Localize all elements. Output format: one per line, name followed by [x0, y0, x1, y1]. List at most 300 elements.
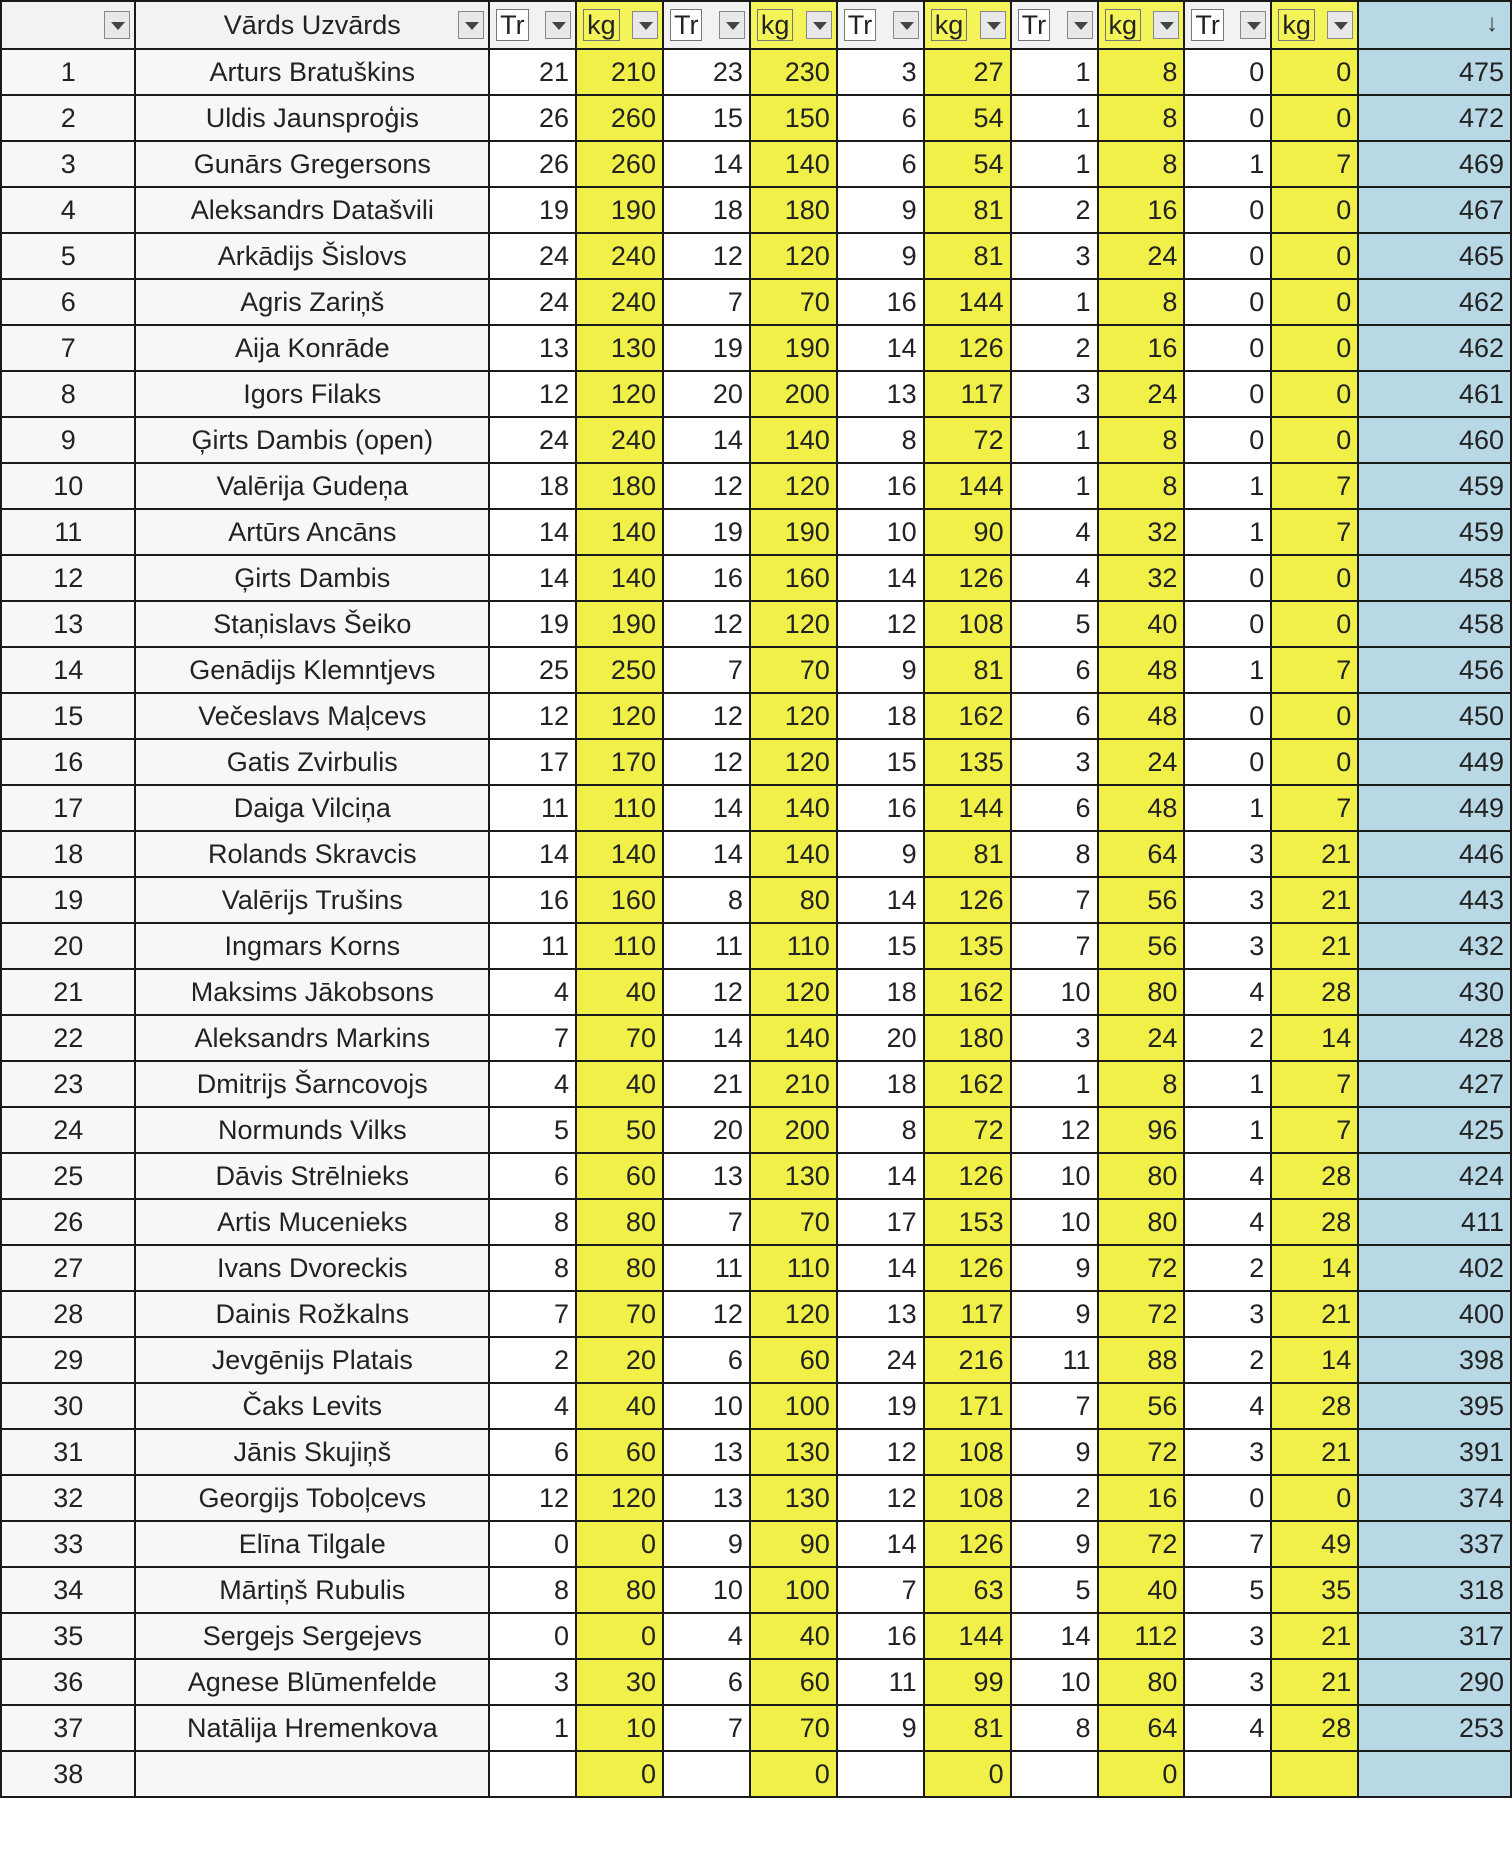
column-header[interactable]: kg [1271, 1, 1358, 49]
kg-value-cell[interactable]: 0 [576, 1751, 663, 1797]
kg-value-cell[interactable]: 0 [1271, 371, 1358, 417]
kg-value-cell[interactable]: 120 [750, 739, 837, 785]
tr-value-cell[interactable]: 1 [1184, 1107, 1271, 1153]
tr-value-cell[interactable]: 6 [837, 141, 924, 187]
kg-value-cell[interactable]: 130 [750, 1429, 837, 1475]
kg-value-cell[interactable]: 28 [1271, 969, 1358, 1015]
kg-value-cell[interactable]: 120 [576, 693, 663, 739]
name-cell[interactable]: Arkādijs Šislovs [135, 233, 489, 279]
total-cell[interactable]: 253 [1358, 1705, 1511, 1751]
name-cell[interactable]: Dāvis Strēlnieks [135, 1153, 489, 1199]
row-number-cell[interactable]: 8 [1, 371, 135, 417]
kg-value-cell[interactable]: 70 [750, 647, 837, 693]
tr-value-cell[interactable]: 23 [663, 49, 750, 95]
kg-value-cell[interactable]: 40 [576, 1061, 663, 1107]
total-cell[interactable]: 449 [1358, 785, 1511, 831]
name-cell[interactable]: Artis Mucenieks [135, 1199, 489, 1245]
tr-value-cell[interactable]: 0 [1184, 233, 1271, 279]
tr-value-cell[interactable]: 12 [663, 601, 750, 647]
kg-value-cell[interactable]: 8 [1098, 463, 1185, 509]
kg-value-cell[interactable]: 28 [1271, 1705, 1358, 1751]
kg-value-cell[interactable]: 240 [576, 233, 663, 279]
kg-value-cell[interactable]: 80 [576, 1199, 663, 1245]
tr-value-cell[interactable]: 4 [663, 1613, 750, 1659]
tr-value-cell[interactable]: 10 [1011, 1199, 1098, 1245]
row-number-cell[interactable]: 31 [1, 1429, 135, 1475]
name-cell[interactable]: Dmitrijs Šarncovojs [135, 1061, 489, 1107]
kg-value-cell[interactable]: 28 [1271, 1199, 1358, 1245]
tr-value-cell[interactable]: 11 [489, 785, 576, 831]
tr-value-cell[interactable]: 7 [1011, 1383, 1098, 1429]
kg-value-cell[interactable]: 210 [750, 1061, 837, 1107]
kg-value-cell[interactable]: 144 [924, 463, 1011, 509]
column-header[interactable]: Tr [489, 1, 576, 49]
kg-value-cell[interactable]: 120 [750, 601, 837, 647]
name-cell[interactable]: Maksims Jākobsons [135, 969, 489, 1015]
tr-value-cell[interactable]: 6 [489, 1429, 576, 1475]
kg-value-cell[interactable]: 90 [924, 509, 1011, 555]
tr-value-cell[interactable]: 20 [837, 1015, 924, 1061]
tr-value-cell[interactable]: 8 [489, 1567, 576, 1613]
kg-value-cell[interactable]: 200 [750, 1107, 837, 1153]
kg-value-cell[interactable]: 40 [576, 1383, 663, 1429]
tr-value-cell[interactable]: 10 [1011, 1659, 1098, 1705]
total-cell[interactable]: 374 [1358, 1475, 1511, 1521]
tr-value-cell[interactable]: 19 [663, 509, 750, 555]
tr-value-cell[interactable]: 14 [837, 877, 924, 923]
kg-value-cell[interactable]: 140 [576, 555, 663, 601]
tr-value-cell[interactable]: 14 [663, 831, 750, 877]
kg-value-cell[interactable]: 81 [924, 647, 1011, 693]
kg-value-cell[interactable]: 110 [576, 785, 663, 831]
filter-dropdown-icon[interactable] [806, 11, 832, 39]
tr-value-cell[interactable]: 3 [1011, 233, 1098, 279]
total-cell[interactable]: 398 [1358, 1337, 1511, 1383]
name-cell[interactable]: Normunds Vilks [135, 1107, 489, 1153]
filter-dropdown-icon[interactable] [545, 11, 571, 39]
kg-value-cell[interactable]: 108 [924, 1429, 1011, 1475]
tr-value-cell[interactable]: 18 [837, 693, 924, 739]
tr-value-cell[interactable]: 5 [1184, 1567, 1271, 1613]
kg-value-cell[interactable]: 126 [924, 877, 1011, 923]
column-header[interactable]: kg [924, 1, 1011, 49]
name-cell[interactable]: Valērija Gudeņa [135, 463, 489, 509]
kg-value-cell[interactable]: 70 [576, 1015, 663, 1061]
tr-value-cell[interactable]: 15 [663, 95, 750, 141]
filter-dropdown-icon[interactable] [632, 11, 658, 39]
tr-value-cell[interactable]: 8 [837, 1107, 924, 1153]
tr-value-cell[interactable]: 13 [663, 1153, 750, 1199]
tr-value-cell[interactable]: 3 [1011, 1015, 1098, 1061]
row-number-cell[interactable]: 20 [1, 923, 135, 969]
tr-value-cell[interactable]: 1 [1184, 141, 1271, 187]
total-cell[interactable]: 290 [1358, 1659, 1511, 1705]
kg-value-cell[interactable]: 240 [576, 279, 663, 325]
tr-value-cell[interactable]: 9 [1011, 1245, 1098, 1291]
column-header[interactable]: kg [1098, 1, 1185, 49]
kg-value-cell[interactable]: 80 [1098, 1153, 1185, 1199]
total-cell[interactable]: 459 [1358, 463, 1511, 509]
kg-value-cell[interactable]: 54 [924, 141, 1011, 187]
tr-value-cell[interactable]: 1 [1011, 417, 1098, 463]
total-cell[interactable]: 425 [1358, 1107, 1511, 1153]
tr-value-cell[interactable]: 6 [1011, 647, 1098, 693]
name-cell[interactable]: Večeslavs Maļcevs [135, 693, 489, 739]
kg-value-cell[interactable]: 16 [1098, 187, 1185, 233]
total-cell[interactable]: 458 [1358, 555, 1511, 601]
tr-value-cell[interactable]: 9 [1011, 1291, 1098, 1337]
kg-value-cell[interactable]: 8 [1098, 1061, 1185, 1107]
kg-value-cell[interactable]: 140 [576, 831, 663, 877]
kg-value-cell[interactable]: 0 [1271, 601, 1358, 647]
filter-dropdown-icon[interactable] [893, 11, 919, 39]
column-header[interactable]: Tr [1184, 1, 1271, 49]
kg-value-cell[interactable]: 72 [924, 417, 1011, 463]
kg-value-cell[interactable]: 140 [750, 831, 837, 877]
kg-value-cell[interactable]: 70 [750, 1199, 837, 1245]
kg-value-cell[interactable]: 40 [576, 969, 663, 1015]
tr-value-cell[interactable]: 11 [489, 923, 576, 969]
kg-value-cell[interactable]: 72 [924, 1107, 1011, 1153]
tr-value-cell[interactable]: 12 [489, 1475, 576, 1521]
total-cell[interactable]: 430 [1358, 969, 1511, 1015]
total-cell[interactable]: 411 [1358, 1199, 1511, 1245]
row-number-cell[interactable]: 25 [1, 1153, 135, 1199]
kg-value-cell[interactable]: 210 [576, 49, 663, 95]
tr-value-cell[interactable]: 14 [663, 417, 750, 463]
tr-value-cell[interactable]: 24 [489, 279, 576, 325]
tr-value-cell[interactable]: 14 [663, 785, 750, 831]
tr-value-cell[interactable]: 14 [663, 141, 750, 187]
tr-value-cell[interactable]: 1 [1011, 49, 1098, 95]
tr-value-cell[interactable]: 11 [1011, 1337, 1098, 1383]
total-cell[interactable]: 461 [1358, 371, 1511, 417]
tr-value-cell[interactable]: 16 [489, 877, 576, 923]
tr-value-cell[interactable]: 0 [1184, 555, 1271, 601]
tr-value-cell[interactable]: 1 [1011, 141, 1098, 187]
total-column-header[interactable] [1358, 1, 1511, 49]
total-cell[interactable]: 318 [1358, 1567, 1511, 1613]
kg-value-cell[interactable]: 150 [750, 95, 837, 141]
kg-value-cell[interactable]: 200 [750, 371, 837, 417]
kg-value-cell[interactable]: 130 [750, 1153, 837, 1199]
kg-value-cell[interactable]: 96 [1098, 1107, 1185, 1153]
kg-value-cell[interactable]: 16 [1098, 325, 1185, 371]
tr-value-cell[interactable]: 8 [489, 1199, 576, 1245]
kg-value-cell[interactable]: 72 [1098, 1521, 1185, 1567]
kg-value-cell[interactable]: 40 [1098, 601, 1185, 647]
total-cell[interactable]: 456 [1358, 647, 1511, 693]
kg-value-cell[interactable]: 8 [1098, 95, 1185, 141]
kg-value-cell[interactable]: 140 [750, 1015, 837, 1061]
total-cell[interactable]: 400 [1358, 1291, 1511, 1337]
kg-value-cell[interactable]: 80 [1098, 969, 1185, 1015]
tr-value-cell[interactable]: 1 [1184, 647, 1271, 693]
total-cell[interactable]: 458 [1358, 601, 1511, 647]
name-cell[interactable] [135, 1751, 489, 1797]
tr-value-cell[interactable]: 7 [1011, 877, 1098, 923]
tr-value-cell[interactable]: 12 [663, 739, 750, 785]
tr-value-cell[interactable]: 7 [663, 1705, 750, 1751]
kg-value-cell[interactable]: 14 [1271, 1245, 1358, 1291]
column-header[interactable]: kg [576, 1, 663, 49]
tr-value-cell[interactable]: 19 [489, 601, 576, 647]
tr-value-cell[interactable]: 14 [837, 555, 924, 601]
tr-value-cell[interactable]: 2 [1011, 187, 1098, 233]
tr-value-cell[interactable]: 19 [837, 1383, 924, 1429]
kg-value-cell[interactable]: 160 [750, 555, 837, 601]
tr-value-cell[interactable]: 3 [1184, 831, 1271, 877]
total-cell[interactable]: 317 [1358, 1613, 1511, 1659]
kg-value-cell[interactable]: 144 [924, 279, 1011, 325]
kg-value-cell[interactable]: 21 [1271, 877, 1358, 923]
column-header[interactable]: Tr [1011, 1, 1098, 49]
tr-value-cell[interactable]: 1 [1011, 279, 1098, 325]
kg-value-cell[interactable]: 110 [576, 923, 663, 969]
row-number-cell[interactable]: 5 [1, 233, 135, 279]
tr-value-cell[interactable] [1011, 1751, 1098, 1797]
kg-value-cell[interactable]: 230 [750, 49, 837, 95]
tr-value-cell[interactable] [1184, 1751, 1271, 1797]
tr-value-cell[interactable]: 9 [1011, 1429, 1098, 1475]
name-cell[interactable]: Arturs Bratuškins [135, 49, 489, 95]
name-cell[interactable]: Genādijs Klemntjevs [135, 647, 489, 693]
tr-value-cell[interactable]: 12 [663, 693, 750, 739]
tr-value-cell[interactable]: 15 [837, 923, 924, 969]
kg-value-cell[interactable]: 40 [1098, 1567, 1185, 1613]
tr-value-cell[interactable]: 14 [489, 509, 576, 555]
tr-value-cell[interactable]: 1 [489, 1705, 576, 1751]
kg-value-cell[interactable]: 16 [1098, 1475, 1185, 1521]
kg-value-cell[interactable]: 21 [1271, 1291, 1358, 1337]
total-cell[interactable]: 462 [1358, 325, 1511, 371]
tr-value-cell[interactable]: 7 [489, 1291, 576, 1337]
kg-value-cell[interactable]: 108 [924, 601, 1011, 647]
row-number-cell[interactable]: 28 [1, 1291, 135, 1337]
tr-value-cell[interactable]: 14 [837, 1153, 924, 1199]
tr-value-cell[interactable]: 0 [1184, 279, 1271, 325]
kg-value-cell[interactable]: 32 [1098, 509, 1185, 555]
tr-value-cell[interactable]: 12 [489, 371, 576, 417]
tr-value-cell[interactable]: 4 [1184, 1199, 1271, 1245]
tr-value-cell[interactable]: 4 [489, 1383, 576, 1429]
row-number-cell[interactable]: 10 [1, 463, 135, 509]
row-number-cell[interactable]: 26 [1, 1199, 135, 1245]
kg-value-cell[interactable]: 153 [924, 1199, 1011, 1245]
total-cell[interactable] [1358, 1751, 1511, 1797]
tr-value-cell[interactable]: 5 [1011, 601, 1098, 647]
tr-value-cell[interactable]: 14 [837, 1521, 924, 1567]
tr-value-cell[interactable]: 18 [837, 1061, 924, 1107]
total-cell[interactable]: 428 [1358, 1015, 1511, 1061]
tr-value-cell[interactable]: 13 [663, 1429, 750, 1475]
kg-value-cell[interactable]: 81 [924, 1705, 1011, 1751]
kg-value-cell[interactable]: 0 [1271, 555, 1358, 601]
tr-value-cell[interactable]: 0 [1184, 417, 1271, 463]
tr-value-cell[interactable]: 0 [489, 1521, 576, 1567]
tr-value-cell[interactable]: 16 [837, 463, 924, 509]
tr-value-cell[interactable]: 1 [1011, 1061, 1098, 1107]
tr-value-cell[interactable]: 10 [837, 509, 924, 555]
tr-value-cell[interactable]: 14 [837, 1245, 924, 1291]
row-number-cell[interactable]: 19 [1, 877, 135, 923]
kg-value-cell[interactable]: 160 [576, 877, 663, 923]
kg-value-cell[interactable]: 126 [924, 555, 1011, 601]
filter-dropdown-icon[interactable] [1327, 11, 1353, 39]
total-cell[interactable]: 469 [1358, 141, 1511, 187]
kg-value-cell[interactable]: 21 [1271, 1659, 1358, 1705]
kg-value-cell[interactable]: 162 [924, 1061, 1011, 1107]
kg-value-cell[interactable]: 48 [1098, 647, 1185, 693]
tr-value-cell[interactable]: 9 [837, 647, 924, 693]
kg-value-cell[interactable]: 8 [1098, 141, 1185, 187]
tr-value-cell[interactable]: 1 [1184, 785, 1271, 831]
tr-value-cell[interactable]: 4 [1184, 1153, 1271, 1199]
tr-value-cell[interactable]: 12 [663, 1291, 750, 1337]
kg-value-cell[interactable]: 0 [1271, 279, 1358, 325]
kg-value-cell[interactable]: 7 [1271, 1107, 1358, 1153]
name-cell[interactable]: Jevgēnijs Platais [135, 1337, 489, 1383]
kg-value-cell[interactable]: 162 [924, 969, 1011, 1015]
name-column-header[interactable]: Vārds Uzvārds [135, 1, 489, 49]
name-cell[interactable]: Artūrs Ancāns [135, 509, 489, 555]
tr-value-cell[interactable]: 17 [837, 1199, 924, 1245]
name-cell[interactable]: Ģirts Dambis (open) [135, 417, 489, 463]
tr-value-cell[interactable] [663, 1751, 750, 1797]
name-cell[interactable]: Jānis Skujiņš [135, 1429, 489, 1475]
row-number-cell[interactable]: 7 [1, 325, 135, 371]
tr-value-cell[interactable]: 13 [663, 1475, 750, 1521]
kg-value-cell[interactable]: 260 [576, 141, 663, 187]
tr-value-cell[interactable]: 0 [1184, 95, 1271, 141]
tr-value-cell[interactable]: 19 [489, 187, 576, 233]
filter-dropdown-icon[interactable] [1240, 11, 1266, 39]
total-cell[interactable]: 402 [1358, 1245, 1511, 1291]
row-number-cell[interactable]: 27 [1, 1245, 135, 1291]
kg-value-cell[interactable]: 21 [1271, 1613, 1358, 1659]
kg-value-cell[interactable]: 14 [1271, 1337, 1358, 1383]
kg-value-cell[interactable]: 140 [750, 785, 837, 831]
total-cell[interactable]: 449 [1358, 739, 1511, 785]
kg-value-cell[interactable]: 117 [924, 371, 1011, 417]
row-number-cell[interactable]: 17 [1, 785, 135, 831]
name-cell[interactable]: Sergejs Sergejevs [135, 1613, 489, 1659]
tr-value-cell[interactable]: 4 [489, 969, 576, 1015]
name-cell[interactable]: Čaks Levits [135, 1383, 489, 1429]
tr-value-cell[interactable]: 2 [1184, 1245, 1271, 1291]
kg-value-cell[interactable]: 0 [1271, 95, 1358, 141]
tr-value-cell[interactable]: 16 [663, 555, 750, 601]
kg-value-cell[interactable]: 144 [924, 785, 1011, 831]
tr-value-cell[interactable]: 16 [837, 785, 924, 831]
kg-value-cell[interactable]: 40 [750, 1613, 837, 1659]
tr-value-cell[interactable]: 2 [1011, 325, 1098, 371]
kg-value-cell[interactable]: 190 [750, 509, 837, 555]
tr-value-cell[interactable]: 12 [837, 601, 924, 647]
kg-value-cell[interactable]: 130 [576, 325, 663, 371]
kg-value-cell[interactable]: 30 [576, 1659, 663, 1705]
name-cell[interactable]: Uldis Jaunsproģis [135, 95, 489, 141]
tr-value-cell[interactable]: 0 [1184, 187, 1271, 233]
row-number-cell[interactable]: 4 [1, 187, 135, 233]
kg-value-cell[interactable]: 80 [576, 1245, 663, 1291]
kg-value-cell[interactable]: 0 [924, 1751, 1011, 1797]
name-cell[interactable]: Aleksandrs Datašvili [135, 187, 489, 233]
kg-value-cell[interactable]: 190 [750, 325, 837, 371]
kg-value-cell[interactable]: 70 [750, 1705, 837, 1751]
tr-value-cell[interactable]: 18 [663, 187, 750, 233]
tr-value-cell[interactable]: 3 [1184, 877, 1271, 923]
kg-value-cell[interactable]: 7 [1271, 647, 1358, 693]
kg-value-cell[interactable]: 48 [1098, 693, 1185, 739]
name-cell[interactable]: Gunārs Gregersons [135, 141, 489, 187]
kg-value-cell[interactable]: 80 [750, 877, 837, 923]
tr-value-cell[interactable]: 13 [489, 325, 576, 371]
total-cell[interactable]: 467 [1358, 187, 1511, 233]
kg-value-cell[interactable]: 0 [1271, 49, 1358, 95]
kg-value-cell[interactable]: 140 [750, 417, 837, 463]
tr-value-cell[interactable]: 6 [663, 1337, 750, 1383]
kg-value-cell[interactable]: 120 [750, 233, 837, 279]
kg-value-cell[interactable]: 56 [1098, 877, 1185, 923]
tr-value-cell[interactable]: 9 [837, 187, 924, 233]
row-number-cell[interactable]: 16 [1, 739, 135, 785]
kg-value-cell[interactable]: 99 [924, 1659, 1011, 1705]
row-number-cell[interactable]: 3 [1, 141, 135, 187]
tr-value-cell[interactable]: 5 [489, 1107, 576, 1153]
filter-dropdown-icon[interactable] [458, 11, 484, 39]
total-cell[interactable]: 432 [1358, 923, 1511, 969]
name-cell[interactable]: Ģirts Dambis [135, 555, 489, 601]
kg-value-cell[interactable]: 20 [576, 1337, 663, 1383]
kg-value-cell[interactable]: 7 [1271, 509, 1358, 555]
total-cell[interactable]: 424 [1358, 1153, 1511, 1199]
tr-value-cell[interactable]: 3 [489, 1659, 576, 1705]
kg-value-cell[interactable]: 120 [576, 371, 663, 417]
tr-value-cell[interactable]: 5 [1011, 1567, 1098, 1613]
kg-value-cell[interactable]: 0 [1271, 739, 1358, 785]
tr-value-cell[interactable]: 9 [837, 831, 924, 877]
row-number-cell[interactable]: 12 [1, 555, 135, 601]
tr-value-cell[interactable]: 10 [663, 1383, 750, 1429]
kg-value-cell[interactable]: 60 [750, 1337, 837, 1383]
tr-value-cell[interactable]: 9 [837, 1705, 924, 1751]
total-cell[interactable]: 459 [1358, 509, 1511, 555]
kg-value-cell[interactable]: 180 [576, 463, 663, 509]
tr-value-cell[interactable]: 9 [663, 1521, 750, 1567]
kg-value-cell[interactable]: 190 [576, 187, 663, 233]
name-cell[interactable]: Georgijs Toboļcevs [135, 1475, 489, 1521]
kg-value-cell[interactable]: 120 [750, 969, 837, 1015]
kg-value-cell[interactable]: 0 [1271, 1475, 1358, 1521]
tr-value-cell[interactable]: 4 [489, 1061, 576, 1107]
tr-value-cell[interactable] [837, 1751, 924, 1797]
tr-value-cell[interactable]: 8 [1011, 831, 1098, 877]
kg-value-cell[interactable]: 56 [1098, 1383, 1185, 1429]
row-number-cell[interactable]: 33 [1, 1521, 135, 1567]
row-number-cell[interactable]: 32 [1, 1475, 135, 1521]
filter-dropdown-icon[interactable] [1067, 11, 1093, 39]
row-number-cell[interactable]: 6 [1, 279, 135, 325]
row-number-cell[interactable]: 38 [1, 1751, 135, 1797]
kg-value-cell[interactable]: 24 [1098, 1015, 1185, 1061]
tr-value-cell[interactable]: 4 [1011, 555, 1098, 601]
tr-value-cell[interactable]: 24 [489, 417, 576, 463]
kg-value-cell[interactable]: 260 [576, 95, 663, 141]
tr-value-cell[interactable]: 2 [1184, 1337, 1271, 1383]
kg-value-cell[interactable]: 63 [924, 1567, 1011, 1613]
name-cell[interactable]: Ivans Dvoreckis [135, 1245, 489, 1291]
